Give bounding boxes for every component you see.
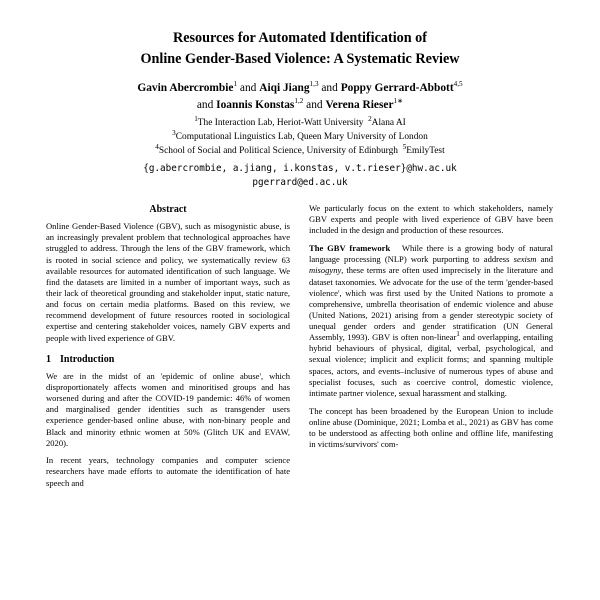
affiliation-row-1: [46, 117, 554, 131]
email-line-2: pgerrard@ed.ac.uk: [252, 177, 348, 189]
right-paragraph-2-a: While there is a growing body of natural language processing (NLP) work purporting to address: [309, 243, 553, 265]
affiliation-marker-1: 1: [194, 115, 198, 124]
section-title: Introduction: [60, 353, 115, 365]
author-name-2: Aiqi Jiang: [259, 82, 310, 95]
title-line-2: Online Gender-Based Violence: A Systematic Review: [140, 50, 460, 67]
affiliation-text-3: Computational Linguistics Lab, Queen Mary University of London: [175, 132, 428, 143]
author-name-4: Ioannis Konstas: [216, 99, 295, 112]
column-right: [309, 203, 553, 489]
author-name-5: Verena Rieser: [325, 99, 394, 112]
email-line-1: {g.abercrombie, a.jiang, i.konstas, v.t.rieser}@hw.ac.uk: [143, 163, 457, 175]
right-paragraph-2-b: and: [536, 254, 553, 265]
affiliation-text-4: School of Social and Political Science, University of Edinburgh: [158, 145, 398, 156]
page-title: [46, 28, 554, 69]
abstract-heading: Abstract: [149, 204, 187, 216]
affiliation-marker-2: 2: [368, 115, 372, 124]
affiliation-list: [46, 117, 554, 158]
italic-term-misogyny: misogyny: [309, 265, 342, 276]
right-paragraph-2-c: , these terms are often used imprecisely in the literature and dataset taxonomies. We advocate for the use of the term 'gender-based violence', which was first used by the United Nations to promote a comprehensive, umbrella theorisation of endemic violence and abuse (United Nations, 2021) arising from a gender stereotypic society of unequal gender orders and gender stratification (UN General Assembly, 1993). GBV is often non-linear: [309, 265, 553, 343]
author-name-3: Poppy Gerrard-Abbott: [340, 82, 454, 95]
author-name-1: Gavin Abercrombie: [137, 82, 234, 95]
affiliation-row-3: [46, 142, 554, 159]
footnote-marker-1: 1: [456, 330, 460, 339]
right-paragraph-1: We particularly focus on the extent to which stakeholders, namely GBV experts and people with lived experience of GBV have been included in the design and production of these resources.: [309, 203, 553, 236]
author-affil-ref-3: 4,5: [453, 80, 463, 89]
italic-term-sexism: sexism: [513, 254, 537, 265]
runin-heading-gbv-framework: The GBV framework: [309, 243, 391, 254]
affiliation-marker-4: 4: [155, 142, 159, 151]
affiliation-marker-5: 5: [402, 142, 407, 151]
author-affil-ref-1: 1: [233, 80, 238, 89]
author-affil-ref-4: 1,2: [294, 97, 304, 106]
section-heading-introduction: [46, 353, 290, 366]
author-row-2: [46, 97, 554, 114]
affiliation-text-1: The Interaction Lab, Heriot-Watt University: [197, 118, 364, 129]
intro-paragraph-1: We are in the midst of an 'epidemic of online abuse', which disproportionately affects women and minoritised groups and has worsened during and after the COVID-19 pandemic: 46% of women and marginalised gender identities such as transgender users experience gender-based online abuse, with non-binary people and Black and minority ethnic women at 50% (Glitch UK and EVAW, 2020).: [46, 370, 290, 448]
abstract-body: Online Gender-Based Violence (GBV), such as misogynistic abuse, is an increasingly prevalent problem that technological approaches have struggled to address. Through the lens of the GBV framework, which is rooted in social science and policy, we systematically review 63 available resources for automated identification of such language. We find the datasets are limited in a number of important ways, such as their lack of theoretical grounding and stakeholder input, static nature, and focus on certain media platforms. Based on this review, we recommend development of future resources rooted in sociological expertise and centering stakeholder voices, namely GBV experts and people with lived experience of GBV.: [46, 221, 290, 343]
right-paragraph-3: The concept has been broadened by the European Union to include online abuse (Dominique, 2021; Lomba et al., 2021) as GBV has come to be understood as affecting both online and offline life, manifesting in victims/survivors' com-: [309, 405, 553, 449]
author-list: [46, 80, 554, 114]
right-paragraph-2-d: and overlapping, entailing hybrid behaviours of physical, digital, verbal, psychological, and sexual violence; implicit and explicit forms; and spanning multiple spaces, actors, and events–inclusive of numerous types of abuse and specialist focuses, such as coercive control, domestic violence, intimate partner violence, sexual harassment and stalking.: [309, 332, 553, 398]
affiliation-row-2: [46, 128, 554, 145]
right-paragraph-2: [309, 243, 553, 399]
intro-paragraph-2: In recent years, technology companies and computer science researchers have made efforts to automate the identification of hate speech and: [46, 455, 290, 488]
author-affil-ref-2: 1,3: [309, 80, 319, 89]
author-sep-3: and: [196, 99, 217, 112]
affiliation-marker-3: 3: [172, 128, 176, 137]
body-columns: [46, 203, 554, 489]
author-row-1: [46, 80, 554, 97]
section-number: 1: [46, 353, 51, 365]
affiliation-text-5: EmilyTest: [406, 145, 445, 156]
author-sep-1: and: [237, 82, 260, 95]
author-sep-2: and: [318, 82, 341, 95]
title-line-1: Resources for Automated Identification of: [172, 30, 428, 46]
affiliation-text-2: Alana AI: [371, 118, 406, 129]
column-left: [46, 203, 290, 489]
author-sep-4: and: [303, 99, 326, 112]
author-affil-ref-5: 1∗: [393, 97, 404, 106]
email-block: [46, 162, 554, 190]
